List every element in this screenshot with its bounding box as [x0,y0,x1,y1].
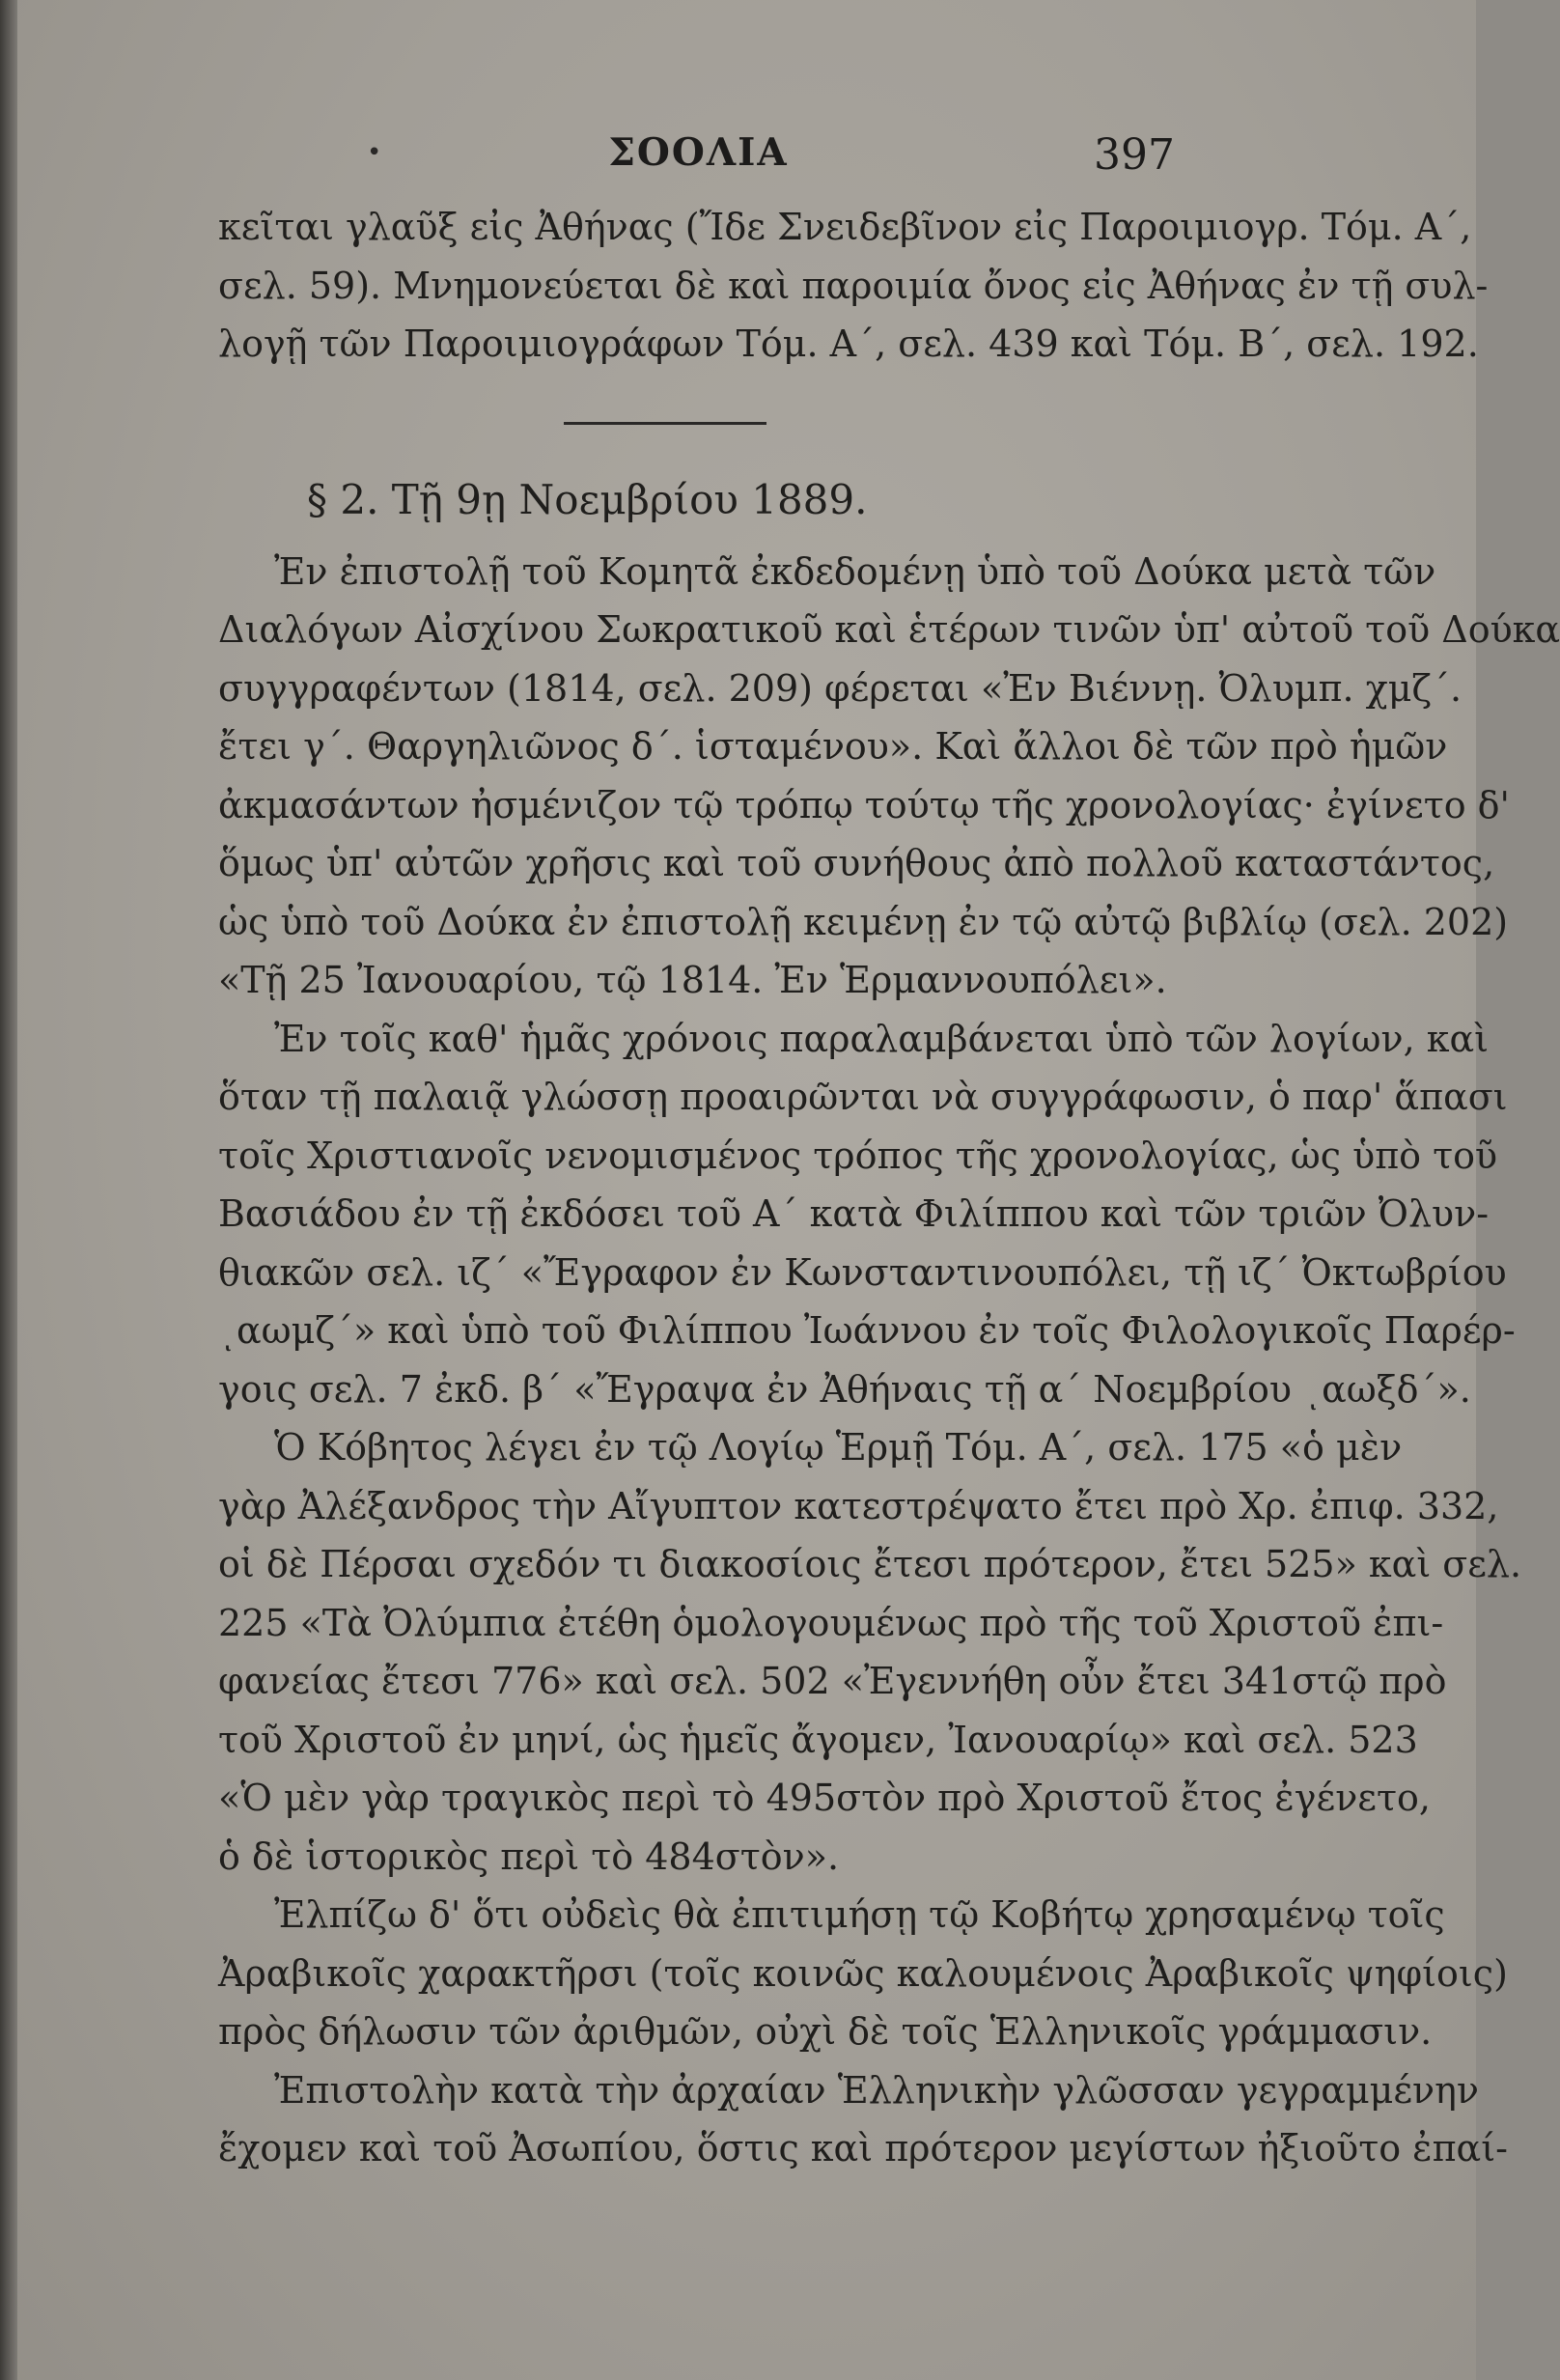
text-line: σελ. 59). Μνημονεύεται δὲ καὶ παροιμία ὄνος εἰς Ἀθήνας ἐν τῇ συλ- [218,264,1489,307]
text-line: ὡς ὑπὸ τοῦ Δούκα ἐν ἐπιστολῇ κειμένῃ ἐν τῷ αὐτῷ βιβλίῳ (σελ. 202) [218,900,1509,943]
text-line: κεῖται γλαῦξ εἰς Ἀθήνας (Ἴδε Σνειδεβῖνον εἰς Παροιμιογρ. Τόμ. Α΄, [218,206,1472,248]
binding-shadow [0,0,17,2380]
text-line: ἔτει γ΄. Θαργηλιῶνος δ΄. ἱσταμένου». Καὶ ἄλλοι δὲ τῶν πρὸ ἡμῶν [218,725,1448,768]
text-line: «Τῇ 25 Ἰανουαρίου, τῷ 1814. Ἐν Ἑρμαννουπόλει». [218,959,1167,1001]
text-line: ͺαωμζ΄» καὶ ὑπὸ τοῦ Φιλίππου Ἰωάννου ἐν τοῖς Φιλολογικοῖς Παρέρ- [218,1309,1516,1352]
text-line: ὅταν τῇ παλαιᾷ γλώσσῃ προαιρῶνται νὰ συγγράφωσιν, ὁ παρ' ἅπασι [218,1076,1508,1118]
text-line: ἔχομεν καὶ τοῦ Ἀσωπίου, ὅστις καὶ πρότερον μεγίστων ἠξιοῦτο ἐπαί- [218,2127,1508,2170]
text-line: ὅμως ὑπ' αὐτῶν χρῆσις καὶ τοῦ συνήθους ἀπὸ πολλοῦ καταστάντος, [218,842,1495,884]
text-line: Ἐν τοῖς καθ' ἡμᾶς χρόνοις παραλαμβάνεται ὑπὸ τῶν λογίων, καὶ [274,1017,1490,1060]
text-line: Ἐν ἐπιστολῇ τοῦ Κομητᾶ ἐκδεδομένῃ ὑπὸ τοῦ Δούκα μετὰ τῶν [274,549,1436,593]
section-heading: § 2. Τῇ 9ῃ Νοεμβρίου 1889. [307,475,868,523]
text-line: «Ὁ μὲν γὰρ τραγικὸς περὶ τὸ 495στὸν πρὸ Χριστοῦ ἔτος ἐγένετο, [218,1777,1431,1819]
text-line: λογῇ τῶν Παροιμιογράφων Τόμ. Α΄, σελ. 439 καὶ Τόμ. Β΄, σελ. 192. [218,322,1479,365]
text-line: οἱ δὲ Πέρσαι σχεδόν τι διακοσίοις ἔτεσι πρότερον, ἔτει 525» καὶ σελ. [218,1543,1522,1585]
page-number: 397 [1094,130,1175,180]
text-line: ἀκμασάντων ἠσμένιζον τῷ τρόπῳ τούτῳ τῆς χρονολογίας· ἐγίνετο δ' [218,783,1510,826]
text-line: 225 «Τὰ Ὀλύμπια ἐτέθη ὁμολογουμένως πρὸ τῆς τοῦ Χριστοῦ ἐπι- [218,1601,1444,1644]
text-line: γοις σελ. 7 ἐκδ. β΄ «Ἔγραψα ἐν Ἀθήναις τῇ α΄ Νοεμβρίου ͺαωξδ΄». [218,1367,1471,1411]
text-line: πρὸς δήλωσιν τῶν ἀριθμῶν, οὐχὶ δὲ τοῖς Ἑλληνικοῖς γράμμασιν. [218,2010,1433,2053]
text-line: συγγραφέντων (1814, σελ. 209) φέρεται «Ἐν Βιέννῃ. Ὀλυμπ. χμζ΄. [218,666,1462,710]
text-line: θιακῶν σελ. ιζ΄ «Ἔγραφον ἐν Κωνσταντινουπόλει, τῇ ιζ΄ Ὀκτωβρίου [218,1250,1507,1294]
header-bullet-mark: • [367,138,382,167]
text-line: Βασιάδου ἐν τῇ ἐκδόσει τοῦ Α΄ κατὰ Φιλίππου καὶ τῶν τριῶν Ὀλυν- [218,1192,1490,1235]
page-body [218,198,1560,2178]
page-header [222,130,1175,188]
text-line: Διαλόγων Αἰσχίνου Σωκρατικοῦ καὶ ἑτέρων τινῶν ὑπ' αὐτοῦ τοῦ Δούκα [218,608,1560,651]
text-line: τοῦ Χριστοῦ ἐν μηνί, ὡς ἡμεῖς ἄγομεν, Ἰανουαρίῳ» καὶ σελ. 523 [218,1718,1418,1761]
text-line: γὰρ Ἀλέξανδρος τὴν Αἴγυπτον κατεστρέψατο ἔτει πρὸ Χρ. ἐπιφ. 332, [218,1484,1499,1527]
text-line: ὁ δὲ ἱστορικὸς περὶ τὸ 484στὸν». [218,1834,840,1878]
text-line: Ὁ Κόβητος λέγει ἐν τῷ Λογίῳ Ἑρμῇ Τόμ. Α΄, σελ. 175 «ὁ μὲν [274,1426,1403,1469]
text-line: Ἐλπίζω δ' ὅτι οὐδεὶς θὰ ἐπιτιμήσῃ τῷ Κοβήτῳ χρησαμένῳ τοῖς [274,1893,1445,1936]
text-line: Ἐπιστολὴν κατὰ τὴν ἀρχαίαν Ἑλληνικὴν γλῶσσαν γεγραμμένην [274,2068,1479,2112]
text-line: Ἀραβικοῖς χαρακτῆρσι (τοῖς κοινῶς καλουμένοις Ἀραβικοῖς ψηφίοις) [218,1951,1508,1995]
text-line: φανείας ἔτεσι 776» καὶ σελ. 502 «Ἐγεννήθη οὖν ἔτει 341στῷ πρὸ [218,1660,1447,1702]
text-line: τοῖς Χριστιανοῖς νενομισμένος τρόπος τῆς χρονολογίας, ὡς ὑπὸ τοῦ [218,1134,1498,1177]
running-title: ΣΟΟΛΙΑ [608,130,789,175]
section-divider [564,422,766,425]
